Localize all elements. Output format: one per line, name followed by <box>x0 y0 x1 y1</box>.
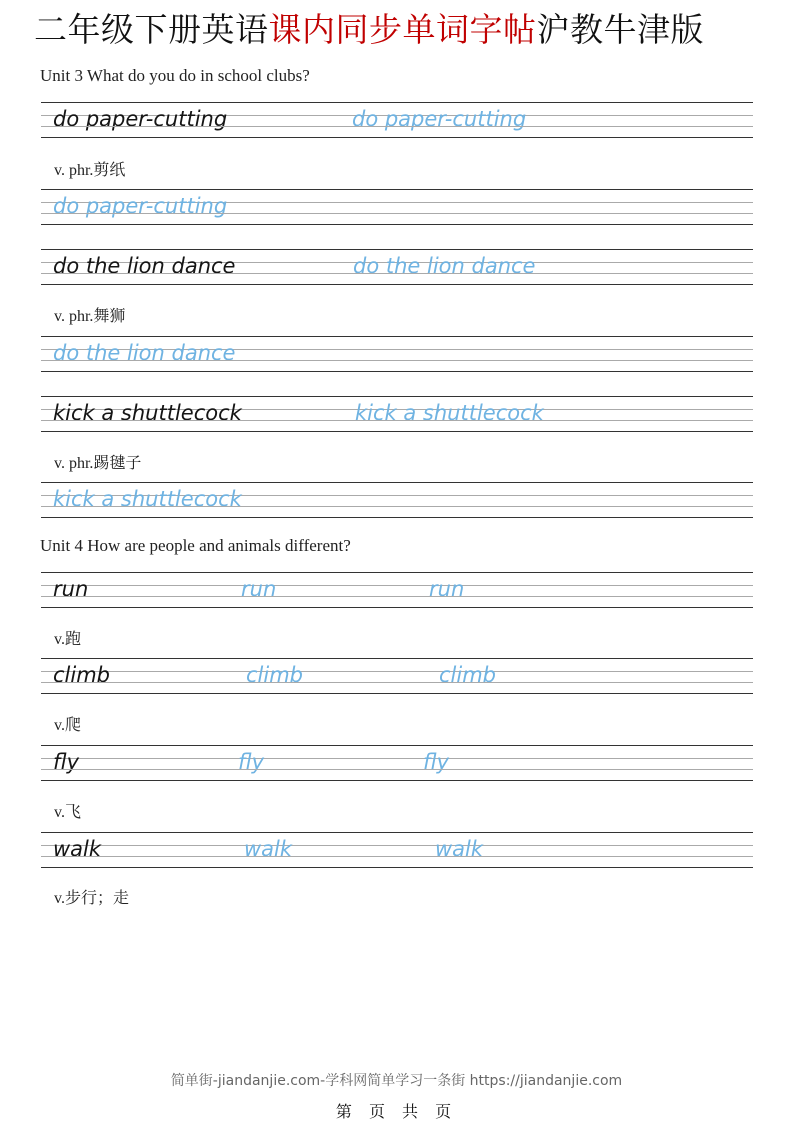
trace-word: do paper-cutting <box>352 107 527 131</box>
title-part-3: 沪教牛津版 <box>536 10 704 49</box>
writing-lines-climb <box>41 658 753 694</box>
trace-word: climb <box>246 663 304 687</box>
meaning-paper-cutting: v. phr.剪纸 <box>54 162 126 179</box>
model-word: do the lion dance <box>53 254 236 278</box>
writing-lines-paper-cutting-model <box>41 102 753 138</box>
meaning-run: v.跑 <box>54 631 81 648</box>
unit-3-heading: Unit 3 What do you do in school clubs? <box>40 66 310 85</box>
model-word: climb <box>53 663 111 687</box>
model-word: run <box>53 577 89 601</box>
meaning-walk: v.步行；走 <box>54 890 129 907</box>
writing-lines-lion-dance-model <box>41 249 753 285</box>
trace-word: walk <box>435 837 484 861</box>
trace-word: do the lion dance <box>53 341 236 365</box>
model-word: walk <box>53 837 102 861</box>
meaning-climb: v.爬 <box>54 717 81 734</box>
trace-word: do the lion dance <box>353 254 536 278</box>
writing-lines-paper-cutting-practice <box>41 189 753 225</box>
trace-word: kick a shuttlecock <box>355 401 544 425</box>
title-part-1: 二年级下册英语 <box>34 10 269 49</box>
page-title <box>34 8 704 52</box>
trace-word: run <box>429 577 465 601</box>
footer-page-number: 第 页 共 页 <box>335 1102 458 1121</box>
writing-lines-shuttlecock-practice <box>41 482 753 518</box>
writing-lines-shuttlecock-model <box>41 396 753 432</box>
model-word: fly <box>53 750 79 774</box>
meaning-fly: v.飞 <box>54 804 81 821</box>
footer-site-link[interactable]: 简单街-jiandanjie.com-学科网简单学习一条街 https://jiandanjie.com <box>170 1073 623 1089</box>
meaning-shuttlecock: v. phr.踢毽子 <box>54 455 142 472</box>
writing-lines-run <box>41 572 753 608</box>
writing-lines-lion-dance-practice <box>41 336 753 372</box>
trace-word: fly <box>238 750 264 774</box>
model-word: kick a shuttlecock <box>53 401 242 425</box>
meaning-lion-dance: v. phr.舞狮 <box>54 308 126 325</box>
trace-word: climb <box>439 663 497 687</box>
writing-lines-walk <box>41 832 753 868</box>
title-part-2: 课内同步单词字帖 <box>268 10 537 49</box>
trace-word: walk <box>244 837 293 861</box>
trace-word: kick a shuttlecock <box>53 487 242 511</box>
unit-4-heading: Unit 4 How are people and animals different? <box>40 536 351 555</box>
model-word: do paper-cutting <box>53 107 228 131</box>
writing-lines-fly <box>41 745 753 781</box>
trace-word: run <box>241 577 277 601</box>
trace-word: do paper-cutting <box>53 194 228 218</box>
trace-word: fly <box>423 750 449 774</box>
